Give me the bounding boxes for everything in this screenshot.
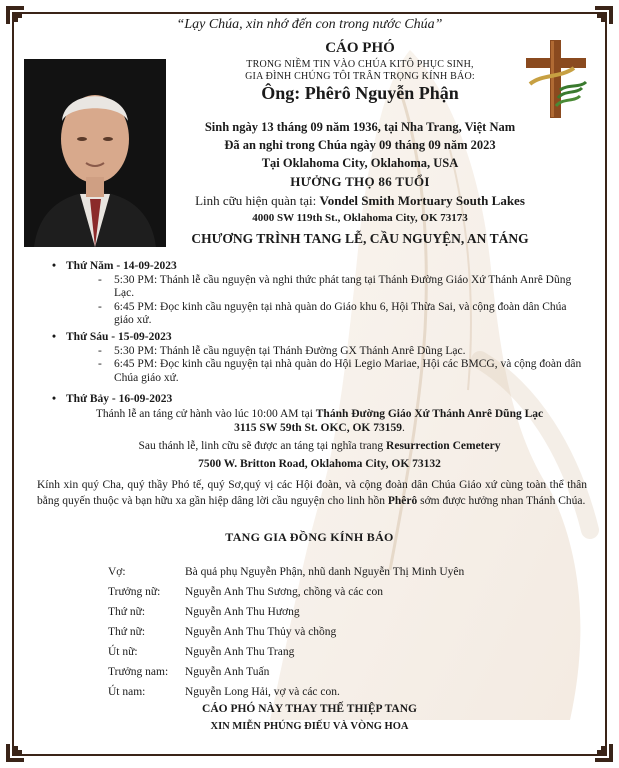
schedule-day (52, 260, 587, 328)
family-name: Nguyễn Anh Thu Thủy và chồng (185, 626, 337, 638)
family-name: Bà quả phụ Nguyễn Phận, nhũ danh Nguyễn Thị Minh Uyên (185, 566, 465, 578)
schedule-item: - 5:30 PM: Thánh lễ cầu nguyện và nghi thức phát tang tại Thánh Đường Giáo Xứ Thánh Anrê Dũng Lạc. (98, 273, 572, 299)
family-role: Út nữ: (108, 646, 138, 658)
viewing-address: 4000 SW 119th St., Oklahoma City, OK 73173 (252, 212, 468, 224)
family-role: Vợ: (108, 566, 126, 578)
viewing-place: Vondel Smith Mortuary South Lakes (319, 193, 525, 208)
schedule-item-text: 5:30 PM: Thánh lễ cầu nguyện tại Thánh Đường GX Thánh Anrê Dũng Lạc. (114, 344, 466, 357)
subtitle-line-2: GIA ĐÌNH CHÚNG TÔI TRÂN TRỌNG KÍNH BÁO: (245, 71, 475, 82)
schedule-item-text: 5:30 PM: Thánh lễ cầu nguyện và nghi thức phát tang tại Thánh Đường Giáo Xứ Thánh Anrê Dũng Lạc. (114, 273, 572, 299)
family-name: Nguyễn Anh Thu Sương, chồng và các con (185, 586, 383, 598)
program-title: CHƯƠNG TRÌNH TANG LỄ, CẦU NGUYỆN, AN TÁNG (191, 231, 529, 246)
cemetery-name: Resurrection Cemetery (386, 439, 501, 452)
closing-name: Phêrô (387, 495, 418, 507)
church-name: Thánh Đường Giáo Xứ Thánh Anrê Dũng Lạc (315, 407, 544, 420)
cemetery-address: 7500 W. Britton Road, Oklahoma City, OK 73132 (198, 458, 441, 470)
burial-mass-text: Thánh lễ an táng cử hành vào lúc 10:00 AM tại (95, 407, 316, 420)
church-address-line (52, 422, 587, 436)
age-info: HƯỞNG THỌ 86 TUỔI (290, 174, 430, 189)
burial-mass-line (52, 408, 587, 422)
portrait-photo (24, 59, 166, 247)
schedule-day-header: • Thứ Bảy - 16-09-2023 (52, 393, 587, 407)
family-role: Trưởng nam: (108, 666, 169, 678)
family-role: Trưởng nữ: (108, 586, 161, 598)
family-name: Nguyễn Long Hải, vợ và các con. (185, 686, 340, 698)
cemetery-line (52, 440, 587, 454)
document-title: CÁO PHÓ (325, 40, 395, 56)
schedule-item-text: 6:45 PM: Đọc kinh cầu nguyện tại nhà quàn do Hội Legio Mariae, Hội các BMCG, và cộng đoàn dân Chúa giáo xứ. (114, 358, 582, 384)
cemetery-text: Sau thánh lễ, linh cữu sẽ được an táng tại nghĩa trang (138, 439, 387, 452)
schedule-item: - 5:30 PM: Thánh lễ cầu nguyện tại Thánh Đường GX Thánh Anrê Dũng Lạc. (98, 344, 466, 357)
family-role: Thứ nữ: (108, 606, 146, 618)
family-role: Thứ nữ: (108, 626, 146, 638)
family-name: Nguyễn Anh Thu Trang (185, 646, 295, 658)
viewing-prefix: Linh cữu hiện quàn tại: (195, 193, 320, 208)
family-title: TANG GIA ĐỒNG KÍNH BÁO (225, 530, 394, 544)
schedule-item: - 6:45 PM: Đọc kinh cầu nguyện tại nhà quàn do Giáo khu 6, Hội Thừa Sai, và cộng đoàn dân Chúa giáo xứ. (98, 300, 567, 326)
closing-text-end: sớm được hưởng nhan Thánh Chúa. (417, 495, 586, 507)
closing-text: Kính xin quý Cha, quý thầy Phó tế, quý Sơ,quý vị các Hội đoàn, và cộng đoàn dân Chúa Giáo xứ cùng toàn thể thân bằng quyến thuộc và bạn hữu xa gần hiệp dâng lời cầu nguyện cho linh hồn (37, 479, 587, 507)
footer-line-2: XIN MIỄN PHÚNG ĐIẾU VÀ VÒNG HOA (210, 721, 409, 732)
church-address: 3115 SW 59th St. OKC, OK 73159 (234, 422, 402, 434)
viewing-info (170, 193, 550, 209)
place-info: Tại Oklahoma City, Oklahoma, USA (261, 156, 459, 170)
schedule-day-header: • Thứ Năm - 14-09-2023 (52, 260, 587, 274)
family-name: Nguyễn Anh Thu Hương (185, 606, 300, 618)
family-role: Út nam: (108, 686, 146, 698)
closing-paragraph (37, 477, 587, 509)
deceased-name: Ông: Phêrô Nguyễn Phận (261, 83, 459, 103)
schedule-day (52, 331, 587, 385)
schedule-day-header: • Thứ Sáu - 15-09-2023 (52, 331, 587, 345)
family-name: Nguyễn Anh Tuấn (185, 666, 270, 678)
schedule-item: - 6:45 PM: Đọc kinh cầu nguyện tại nhà quàn do Hội Legio Mariae, Hội các BMCG, và cộng đoàn dân Chúa giáo xứ. (98, 358, 582, 384)
footer-line-1: CÁO PHÓ NÀY THAY THẾ THIỆP TANG (202, 703, 417, 715)
schedule-day (52, 393, 587, 472)
birth-info: Sinh ngày 13 tháng 09 năm 1936, tại Nha Trang, Việt Nam (204, 120, 516, 134)
death-info: Đã an nghỉ trong Chúa ngày 09 tháng 09 năm 2023 (224, 138, 496, 152)
church-address-suffix: . (401, 422, 405, 434)
subtitle-line-1: TRONG NIỀM TIN VÀO CHÚA KITÔ PHỤC SINH, (246, 59, 474, 70)
schedule-item-text: 6:45 PM: Đọc kinh cầu nguyện tại nhà quàn do Giáo khu 6, Hội Thừa Sai, và cộng đoàn dân Chúa giáo xứ. (114, 300, 567, 326)
scripture-quote: “Lạy Chúa, xin nhớ đến con trong nước Chúa” (176, 17, 443, 32)
